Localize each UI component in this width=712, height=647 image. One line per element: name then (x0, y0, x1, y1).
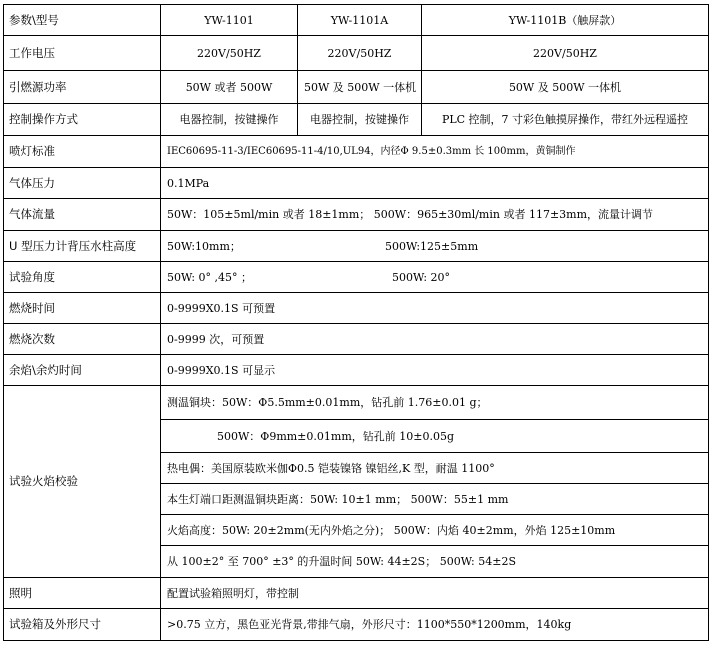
table-cell: 电器控制，按键操作 (161, 104, 298, 136)
table-cell: 0-9999X0.1S 可预置 (161, 293, 709, 324)
row-label: 燃烧时间 (4, 293, 161, 324)
table-cell: 220V/50HZ (298, 36, 422, 71)
table-row (4, 136, 709, 168)
model-header: YW-1101A (298, 5, 422, 36)
table-cell: 220V/50HZ (161, 36, 298, 71)
row-label: 喷灯标准 (4, 136, 161, 168)
table-row (4, 293, 709, 324)
table-cell: 220V/50HZ (422, 36, 709, 71)
table-cell: 0.1MPa (161, 168, 709, 199)
table-cell: 本生灯端口距测温铜块距离：50W: 10±1 mm； 500W：55±1 mm (161, 484, 709, 515)
table-cell: 50W 或者 500W (161, 71, 298, 104)
table-cell: PLC 控制，7 寸彩色触摸屏操作，带红外远程遥控 (422, 104, 709, 136)
table-cell: 配置试验箱照明灯，带控制 (161, 578, 709, 609)
row-label: 试验火焰校验 (4, 386, 161, 578)
row-label: 控制操作方式 (4, 104, 161, 136)
row-label: U 型压力计背压水柱高度 (4, 231, 161, 262)
table-cell: 火焰高度：50W: 20±2mm(无内外焰之分)； 500W：内焰 40±2mm，外焰 125±10mm (161, 515, 709, 546)
table-cell: 电器控制，按键操作 (298, 104, 422, 136)
table-row (4, 386, 709, 420)
table-cell: 从 100±2° 至 700° ±3° 的升温时间 50W: 44±2S； 500W: 54±2S (161, 546, 709, 578)
row-label: 试验角度 (4, 262, 161, 293)
table-cell: 0-9999X0.1S 可显示 (161, 355, 709, 386)
table-cell (161, 231, 709, 262)
row-label: 气体流量 (4, 199, 161, 231)
table-cell (161, 262, 709, 293)
table-row (4, 104, 709, 136)
table-cell: 50W：105±5ml/min 或者 18±1mm； 500W：965±30ml/min 或者 117±3mm，流量计调节 (161, 199, 709, 231)
spec-table (3, 4, 709, 641)
row-label: 照明 (4, 578, 161, 609)
row-label: 引燃源功率 (4, 71, 161, 104)
table-row (4, 609, 709, 641)
row-label: 工作电压 (4, 36, 161, 71)
table-cell: 0-9999 次，可预置 (161, 324, 709, 355)
table-row (4, 199, 709, 231)
table-cell: IEC60695-11-3/IEC60695-11-4/10,UL94，内径Φ 9.5±0.3mm 长 100mm，黄铜制作 (161, 136, 709, 168)
table-row (4, 36, 709, 71)
table-row (4, 324, 709, 355)
table-cell: 50W 及 500W 一体机 (298, 71, 422, 104)
table-cell: >0.75 立方，黑色亚光背景,带排气扇，外形尺寸：1100*550*1200mm，140kg (161, 609, 709, 641)
cell-part: 500W: 20° (392, 270, 451, 284)
model-header: YW-1101B（触屏款） (422, 5, 709, 36)
table-cell: 500W：Φ9mm±0.01mm，钻孔前 10±0.05g (161, 420, 709, 453)
row-label: 气体压力 (4, 168, 161, 199)
cell-part: 500W:125±5mm (385, 239, 479, 253)
row-label: 参数\型号 (4, 5, 161, 36)
table-cell: 50W 及 500W 一体机 (422, 71, 709, 104)
table-cell: 热电偶：美国原装欧米伽Φ0.5 铠装镍铬 镍铝丝,K 型，耐温 1100° (161, 453, 709, 484)
cell-part: 50W: 0° ,45° ； (167, 270, 253, 284)
table-row (4, 71, 709, 104)
table-row (4, 231, 709, 262)
table-row (4, 578, 709, 609)
table-row (4, 355, 709, 386)
table-cell: 测温铜块：50W：Φ5.5mm±0.01mm，钻孔前 1.76±0.01 g； (161, 386, 709, 420)
row-label: 余焰\余灼时间 (4, 355, 161, 386)
row-label: 试验箱及外形尺寸 (4, 609, 161, 641)
table-row (4, 5, 709, 36)
row-label: 燃烧次数 (4, 324, 161, 355)
cell-part: 50W:10mm； (167, 239, 241, 253)
table-row (4, 168, 709, 199)
table-row (4, 262, 709, 293)
model-header: YW-1101 (161, 5, 298, 36)
